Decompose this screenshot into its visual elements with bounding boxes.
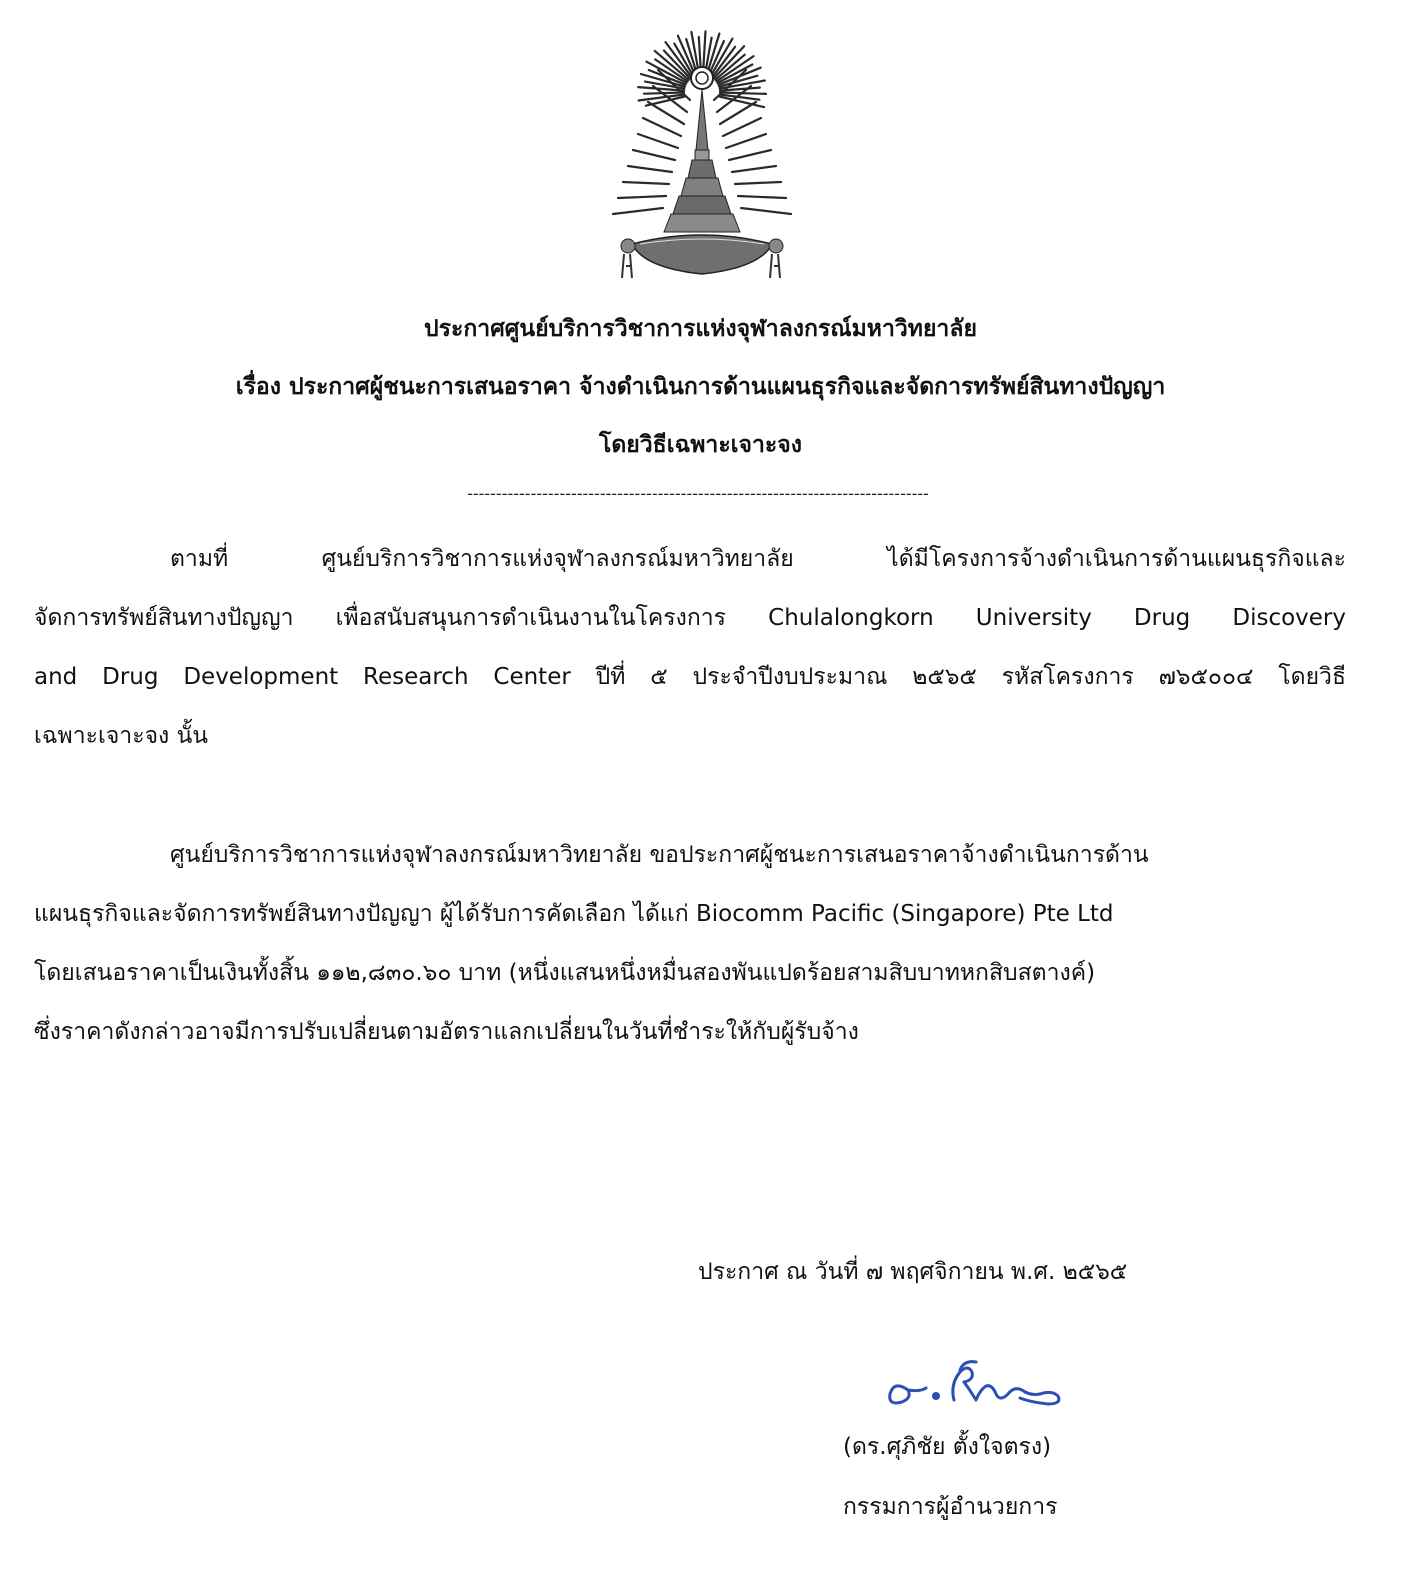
- title-line-3: โดยวิธีเฉพาะเจาะจง: [599, 432, 802, 458]
- announce-date: ประกาศ ณ วันที่ ๗ พฤศจิกายน พ.ศ. ๒๕๖๕: [698, 1259, 1128, 1285]
- handwritten-signature: [880, 1350, 1080, 1420]
- paragraph-2-line: ซึ่งราคาดังกล่าวอาจมีการปรับเปลี่ยนตามอัตราแลกเปลี่ยนในวันที่ชำระให้กับผู้รับจ้าง: [34, 1019, 859, 1045]
- signer-name: (ดร.ศุภิชัย ตั้งใจตรง): [843, 1434, 1052, 1460]
- paragraph-2: [34, 826, 1346, 1062]
- signer-title: กรรมการผู้อำนวยการ: [843, 1494, 1058, 1520]
- divider-line: --------------------------------------------------------------------------------: [467, 484, 929, 503]
- paragraph-1-line: and Drug Development Research Center ปีที่ ๕ ประจำปีงบประมาณ ๒๕๖๕ รหัสโครงการ ๗๖๕๐๐๔ โดยวิธี: [34, 664, 1346, 690]
- paragraph-2-line: แผนธุรกิจและจัดการทรัพย์สินทางปัญญา ผู้ได้รับการคัดเลือก ได้แก่ Biocomm Pacific (Singapore) Pte Ltd: [34, 901, 1114, 927]
- paragraph-1-line: เฉพาะเจาะจง นั้น: [34, 723, 209, 749]
- paragraph-2-line: ศูนย์บริการวิชาการแห่งจุฬาลงกรณ์มหาวิทยาลัย ขอประกาศผู้ชนะการเสนอราคาจ้างดำเนินการด้าน: [170, 842, 1149, 868]
- paragraph-2-line: โดยเสนอราคาเป็นเงินทั้งสิ้น ๑๑๒,๘๓๐.๖๐ บาท (หนึ่งแสนหนึ่งหมื่นสองพันแปดร้อยสามสิบบาทหกสิบสตางค์): [34, 960, 1096, 986]
- document-title: [0, 300, 1401, 474]
- title-line-1: ประกาศศูนย์บริการวิชาการแห่งจุฬาลงกรณ์มหาวิทยาลัย: [424, 316, 977, 342]
- title-line-2: เรื่อง ประกาศผู้ชนะการเสนอราคา จ้างดำเนินการด้านแผนธุรกิจและจัดการทรัพย์สินทางปัญญา: [235, 374, 1166, 400]
- paragraph-1-line: ตามที่ ศูนย์บริการวิชาการแห่งจุฬาลงกรณ์มหาวิทยาลัย ได้มีโครงการจ้างดำเนินการด้านแผนธุรกิจและ: [170, 546, 1346, 572]
- paragraph-1: [34, 530, 1346, 766]
- paragraph-1-line: จัดการทรัพย์สินทางปัญญา เพื่อสนับสนุนการดำเนินงานในโครงการ Chulalongkorn University Drug Discovery: [34, 605, 1346, 631]
- phra-kiao-emblem-icon: [610, 30, 794, 292]
